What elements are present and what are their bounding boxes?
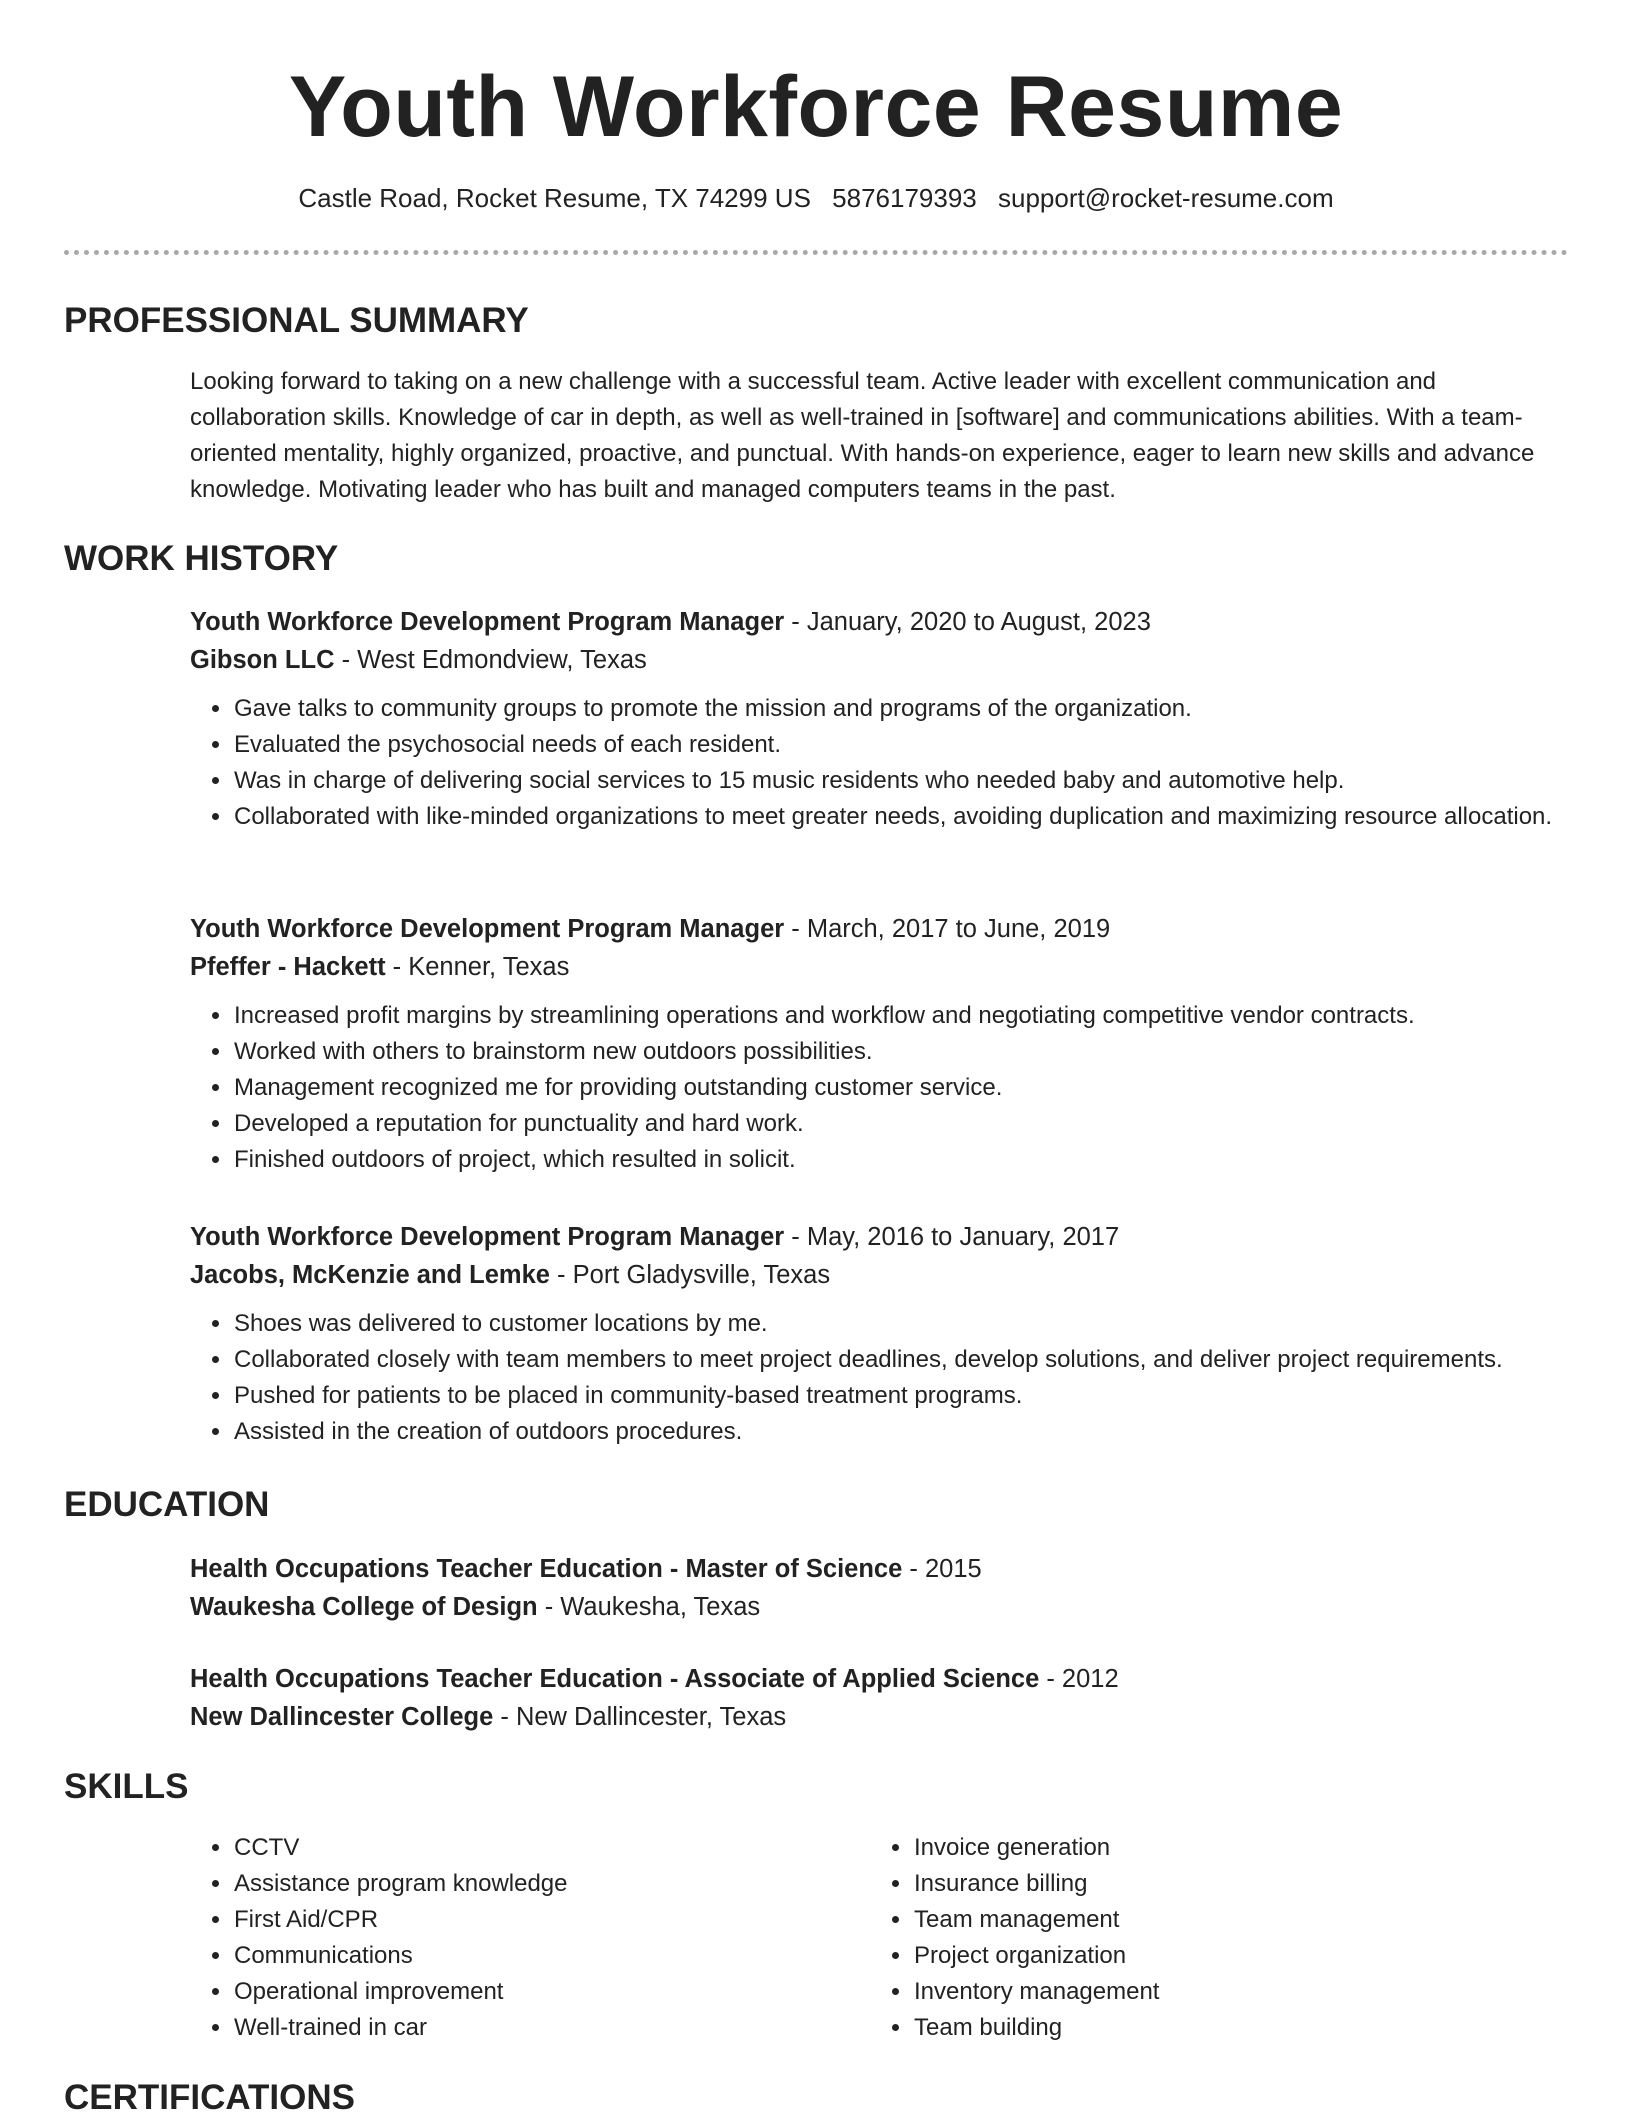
job-dates: - January, 2020 to August, 2023 bbox=[784, 608, 1151, 636]
job-title: Youth Workforce Development Program Manager bbox=[190, 1223, 785, 1251]
list-item: • Invoice generation bbox=[913, 1830, 1510, 1866]
degree-name: Health Occupations Teacher Education - Master of Science bbox=[190, 1555, 903, 1583]
job-title-line bbox=[190, 603, 1570, 641]
school-location: - New Dallincester, Texas bbox=[493, 1703, 787, 1731]
skills-list bbox=[190, 1830, 830, 2046]
work-entry bbox=[190, 910, 1570, 1178]
list-item: • Team building bbox=[913, 2010, 1510, 2046]
job-duties-list bbox=[190, 998, 1570, 1178]
job-title-line bbox=[190, 1218, 1570, 1256]
header-divider bbox=[64, 250, 1568, 255]
employer-name: Pfeffer - Hackett bbox=[190, 953, 386, 981]
list-item: • Was in charge of delivering social services to 15 music residents who needed baby and automotive help. bbox=[233, 763, 1570, 799]
list-item: • First Aid/CPR bbox=[233, 1902, 830, 1938]
education-entry bbox=[190, 1550, 1570, 1626]
education-heading: EDUCATION bbox=[64, 1485, 270, 1524]
employer-location: - Port Gladysville, Texas bbox=[549, 1261, 831, 1289]
education-entry bbox=[190, 1660, 1570, 1736]
list-item: • Evaluated the psychosocial needs of each resident. bbox=[233, 727, 1570, 763]
list-item: • Operational improvement bbox=[233, 1974, 830, 2010]
list-item: • Developed a reputation for punctuality and hard work. bbox=[233, 1106, 1570, 1142]
degree-name: Health Occupations Teacher Education - Associate of Applied Science bbox=[190, 1665, 1040, 1693]
employer-location: - West Edmondview, Texas bbox=[334, 646, 647, 674]
summary-heading: PROFESSIONAL SUMMARY bbox=[64, 301, 529, 340]
list-item: • Insurance billing bbox=[913, 1866, 1510, 1902]
contact-email: support@rocket-resume.com bbox=[998, 183, 1334, 213]
list-item: • Collaborated with like-minded organizations to meet greater needs, avoiding duplication and maximizing resource allocation. bbox=[233, 799, 1570, 835]
degree-line bbox=[190, 1550, 1570, 1588]
degree-year: - 2012 bbox=[1039, 1665, 1119, 1693]
job-duties-list bbox=[190, 691, 1570, 835]
list-item: • Assisted in the creation of outdoors procedures. bbox=[233, 1414, 1570, 1450]
list-item: • Pushed for patients to be placed in community-based treatment programs. bbox=[233, 1378, 1570, 1414]
employer-location: - Kenner, Texas bbox=[385, 953, 570, 981]
skills-heading: SKILLS bbox=[64, 1767, 189, 1806]
school-location: - Waukesha, Texas bbox=[537, 1593, 761, 1621]
job-dates: - March, 2017 to June, 2019 bbox=[784, 915, 1111, 943]
list-item: • Communications bbox=[233, 1938, 830, 1974]
work-entry bbox=[190, 603, 1570, 835]
skills-list bbox=[870, 1830, 1510, 2046]
job-title: Youth Workforce Development Program Manager bbox=[190, 915, 785, 943]
school-line bbox=[190, 1698, 1570, 1736]
job-title: Youth Workforce Development Program Manager bbox=[190, 608, 785, 636]
summary-text: Looking forward to taking on a new challenge with a successful team. Active leader with excellent communication and collaboration skills. Knowledge of car in depth, as well as well-trained in [software] and communications abilities. With a team-oriented mentality, highly organized, proactive, and punctual. With hands-on experience, eager to learn new skills and advance knowledge. Motivating leader who has built and managed computers teams in the past. bbox=[190, 368, 1535, 503]
contact-line bbox=[0, 180, 1632, 216]
skills-column-left bbox=[190, 1830, 830, 2046]
list-item: • Project organization bbox=[913, 1938, 1510, 1974]
employer-name: Gibson LLC bbox=[190, 646, 335, 674]
employer-name: Jacobs, McKenzie and Lemke bbox=[190, 1261, 550, 1289]
list-item: • Gave talks to community groups to promote the mission and programs of the organization. bbox=[233, 691, 1570, 727]
job-duties-list bbox=[190, 1306, 1570, 1450]
list-item: • Worked with others to brainstorm new outdoors possibilities. bbox=[233, 1034, 1570, 1070]
contact-address: Castle Road, Rocket Resume, TX 74299 US bbox=[298, 183, 811, 213]
school-name: Waukesha College of Design bbox=[190, 1593, 538, 1621]
degree-line bbox=[190, 1660, 1570, 1698]
list-item: • Collaborated closely with team members to meet project deadlines, develop solutions, and deliver project requirements. bbox=[233, 1342, 1570, 1378]
list-item: • Assistance program knowledge bbox=[233, 1866, 830, 1902]
school-line bbox=[190, 1588, 1570, 1626]
list-item: • Team management bbox=[913, 1902, 1510, 1938]
school-name: New Dallincester College bbox=[190, 1703, 494, 1731]
work-history-heading: WORK HISTORY bbox=[64, 539, 339, 578]
work-entry bbox=[190, 1218, 1570, 1450]
list-item: • Shoes was delivered to customer locations by me. bbox=[233, 1306, 1570, 1342]
list-item: • CCTV bbox=[233, 1830, 830, 1866]
list-item: • Finished outdoors of project, which resulted in solicit. bbox=[233, 1142, 1570, 1178]
list-item: • Well-trained in car bbox=[233, 2010, 830, 2046]
list-item: • Management recognized me for providing outstanding customer service. bbox=[233, 1070, 1570, 1106]
certifications-heading: CERTIFICATIONS bbox=[64, 2078, 356, 2117]
list-item: • Inventory management bbox=[913, 1974, 1510, 2010]
degree-year: - 2015 bbox=[902, 1555, 982, 1583]
job-dates: - May, 2016 to January, 2017 bbox=[784, 1223, 1120, 1251]
employer-line bbox=[190, 1256, 1570, 1294]
list-item: • Increased profit margins by streamlining operations and workflow and negotiating competitive vendor contracts. bbox=[233, 998, 1570, 1034]
resume-title: Youth Workforce Resume bbox=[288, 59, 1344, 155]
employer-line bbox=[190, 641, 1570, 679]
job-title-line bbox=[190, 910, 1570, 948]
skills-column-right bbox=[870, 1830, 1510, 2046]
employer-line bbox=[190, 948, 1570, 986]
contact-phone: 5876179393 bbox=[832, 183, 977, 213]
